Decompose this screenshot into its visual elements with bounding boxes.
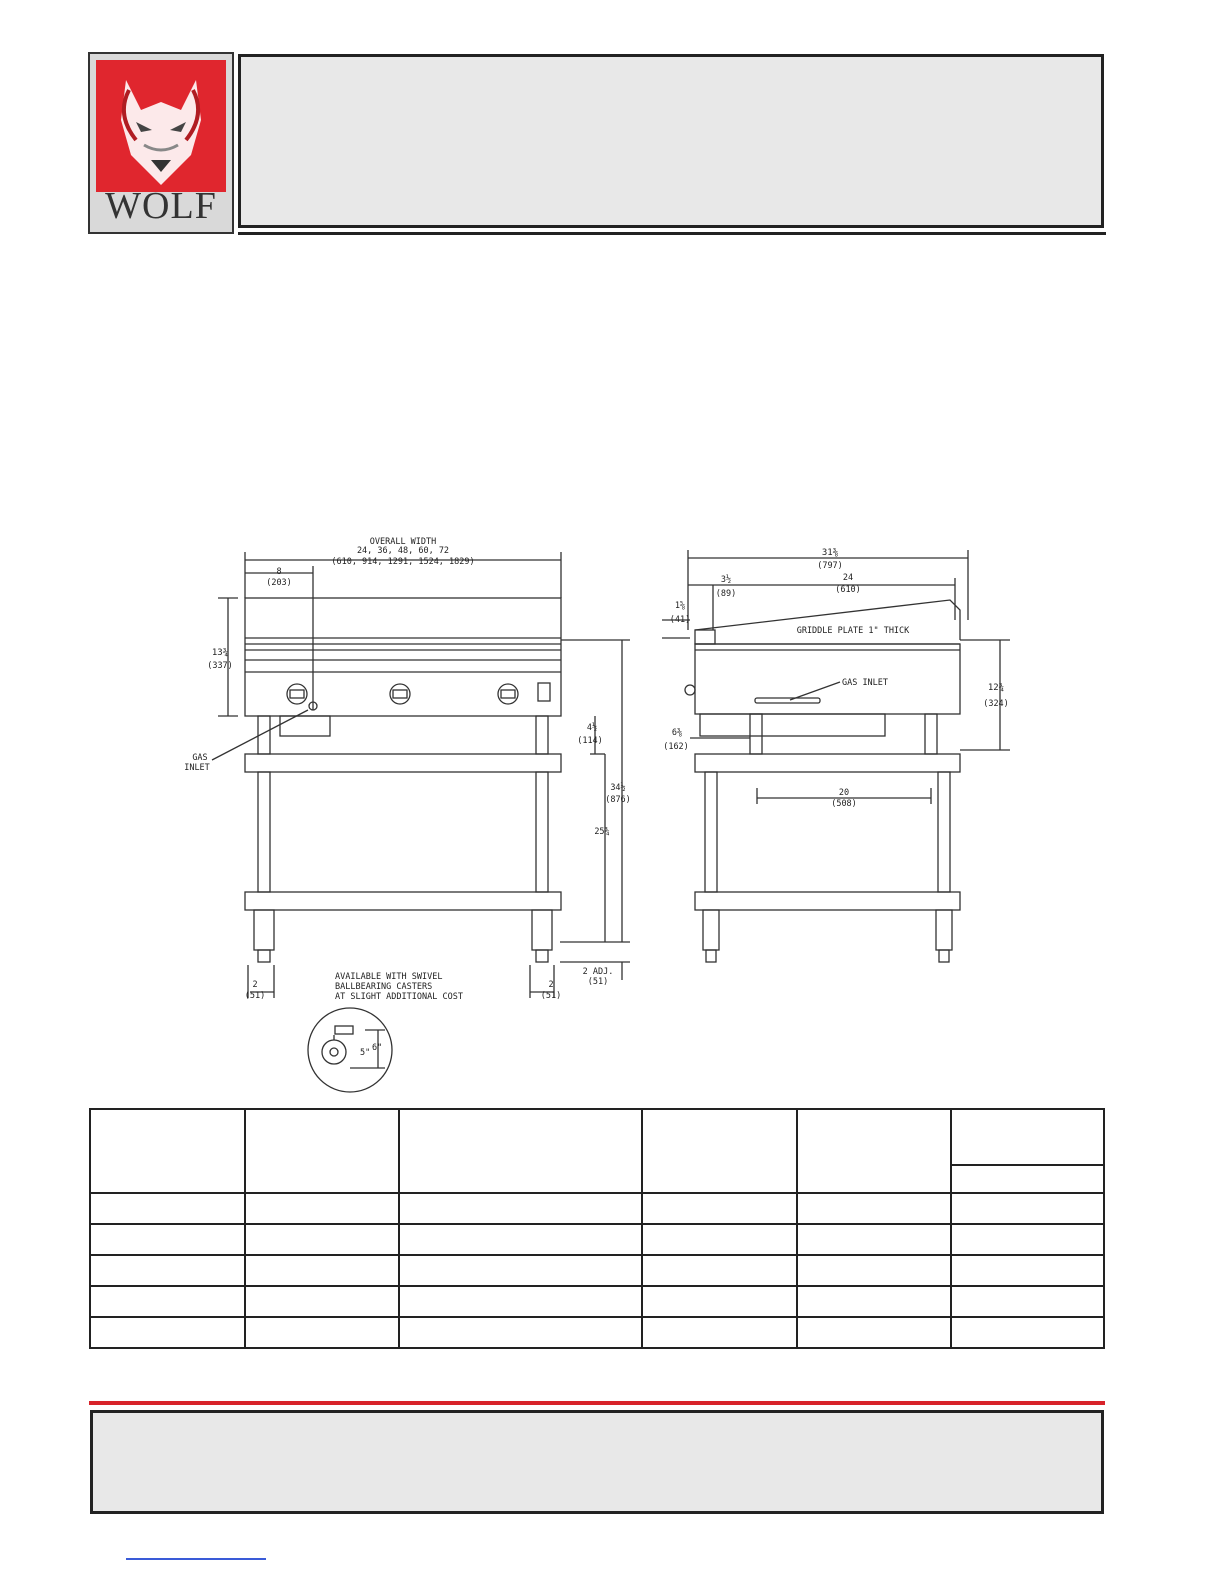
total-height-mm: (876) <box>605 795 631 805</box>
height-in: 13¾ <box>211 648 229 658</box>
table-cell <box>245 1255 400 1286</box>
table-cell <box>90 1286 245 1317</box>
front-mm: (89) <box>715 589 737 599</box>
table-cell <box>642 1193 797 1224</box>
table-cell <box>642 1286 797 1317</box>
plate-in: 24 <box>842 573 854 583</box>
header-cell <box>642 1109 797 1193</box>
footer-link-underline[interactable] <box>126 1558 266 1560</box>
caster-wheel-label: 5" <box>360 1048 371 1058</box>
table-row <box>90 1224 1104 1255</box>
table-cell <box>797 1317 952 1348</box>
depth-mm: (797) <box>817 561 843 571</box>
table-cell <box>797 1193 952 1224</box>
footer-red-rule <box>89 1401 1105 1405</box>
table-cell <box>797 1255 952 1286</box>
stand-height-in: 25¾ <box>594 827 610 837</box>
table-cell <box>245 1286 400 1317</box>
body-height-in: 12¾ <box>987 683 1005 693</box>
foot-right-mm: (51) <box>540 991 562 1001</box>
table-cell <box>797 1224 952 1255</box>
splash-in: 1⅝ <box>674 601 686 611</box>
overall-width-label: OVERALL WIDTH <box>369 537 437 547</box>
overall-width-mm: (610, 914, 1291, 1524, 1829) <box>331 557 475 567</box>
spec-table <box>89 1108 1105 1349</box>
body-height-mm: (324) <box>983 699 1009 709</box>
gas-inlet-label-1: GAS <box>192 753 208 763</box>
footer-panel <box>90 1410 1104 1514</box>
table-cell <box>642 1317 797 1348</box>
table-cell <box>797 1286 952 1317</box>
table-cell <box>951 1317 1104 1348</box>
gas-inlet-label-2: INLET <box>184 763 210 773</box>
offset-in: 8 <box>276 567 282 577</box>
leg-in: 6⅜ <box>671 728 683 738</box>
caster-note-line2: BALLBEARING CASTERS <box>335 982 433 992</box>
adj-mm: (51) <box>587 977 609 987</box>
table-cell <box>90 1193 245 1224</box>
header-cell-split <box>951 1109 1104 1193</box>
stand-depth-mm: (508) <box>831 799 857 809</box>
front-in: 3½ <box>720 575 732 585</box>
wolf-logo <box>88 52 234 234</box>
depth-in: 31⅜ <box>821 548 839 558</box>
table-cell <box>90 1255 245 1286</box>
leg-gap-in: 4½ <box>586 723 598 733</box>
table-cell <box>399 1255 642 1286</box>
splash-mm: (41) <box>669 615 691 625</box>
table-cell <box>399 1224 642 1255</box>
table-cell <box>245 1317 400 1348</box>
table-row <box>90 1317 1104 1348</box>
technical-drawing <box>150 530 1050 1095</box>
table-cell <box>951 1193 1104 1224</box>
total-height-in: 34½ <box>610 783 626 793</box>
table-row <box>90 1193 1104 1224</box>
caster-note-line3: AT SLIGHT ADDITIONAL COST <box>335 992 463 1002</box>
table-header-row <box>90 1109 1104 1193</box>
leg-gap-mm: (114) <box>577 736 603 746</box>
leg-mm: (162) <box>663 742 689 752</box>
table-row <box>90 1255 1104 1286</box>
table-cell <box>245 1193 400 1224</box>
foot-left-mm: (51) <box>244 991 266 1001</box>
foot-left-in: 2 <box>252 980 258 990</box>
table-row <box>90 1286 1104 1317</box>
header-cell <box>399 1109 642 1193</box>
header-panel <box>238 54 1104 228</box>
side-gas-inlet-label: GAS INLET <box>841 678 889 688</box>
table-cell <box>245 1224 400 1255</box>
table-cell <box>642 1255 797 1286</box>
table-cell <box>951 1255 1104 1286</box>
header-rule <box>238 232 1106 235</box>
table-cell <box>399 1193 642 1224</box>
header-cell <box>797 1109 952 1193</box>
plate-mm: (610) <box>835 585 861 595</box>
adj-in: 2 ADJ. <box>582 967 614 977</box>
table-cell <box>951 1286 1104 1317</box>
table-cell <box>399 1317 642 1348</box>
griddle-plate-label: GRIDDLE PLATE 1" THICK <box>796 626 910 636</box>
wolf-head-emblem <box>96 60 226 192</box>
foot-right-in: 2 <box>548 980 554 990</box>
table-cell <box>90 1224 245 1255</box>
header-cell <box>90 1109 245 1193</box>
height-mm: (337) <box>207 661 233 671</box>
table-cell <box>642 1224 797 1255</box>
wolf-wordmark: WOLF <box>105 185 217 227</box>
table-cell <box>399 1286 642 1317</box>
table-cell <box>90 1317 245 1348</box>
caster-note-line1: AVAILABLE WITH SWIVEL <box>335 972 443 982</box>
caster-height-label: 6" <box>372 1043 383 1053</box>
stand-depth-in: 20 <box>838 788 850 798</box>
header-cell <box>245 1109 400 1193</box>
table-cell <box>951 1224 1104 1255</box>
overall-width-in: 24, 36, 48, 60, 72 <box>356 546 450 556</box>
offset-mm: (203) <box>266 578 292 588</box>
